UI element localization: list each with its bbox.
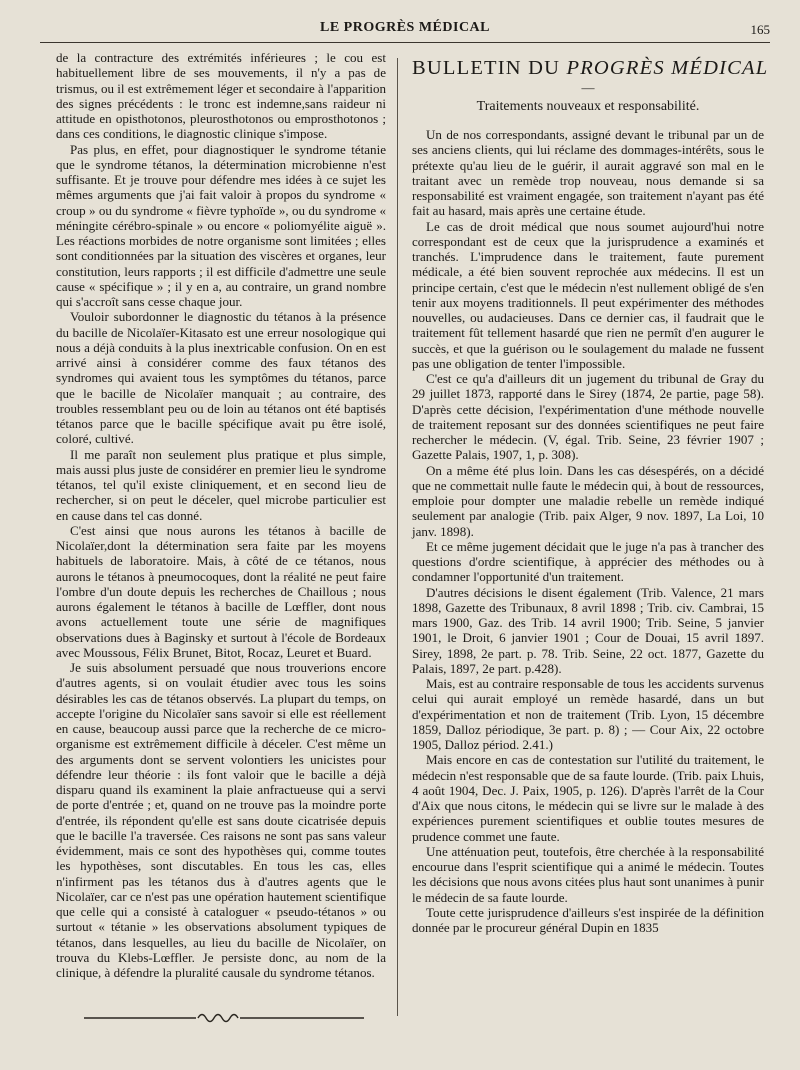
running-head <box>40 18 770 43</box>
page-number: 165 <box>750 22 770 37</box>
paragraph: Il me paraît non seulement plus pratique et plus simple, mais aussi plus juste de considérer en premier lieu le syndrome tétanos, tel qu'il existe cliniquement, et en second lieu de rechercher, si on peut le déceler, quel microbe particulier est en cause dans tel cas donné. <box>56 446 386 523</box>
paragraph: Toute cette jurisprudence d'ailleurs s'est inspirée de la définition donnée par le procureur général Dupin en 1835 <box>412 904 764 935</box>
paragraph: de la contracture des extrémités inférieures ; le cou est habituellement libre de ses mouvements, il n'y a pas de trismus, ou il est extrêmement léger et secondaire à l'apparition des signes précédents : le tronc est indemne,sans raideur ni attitude en opisthotonos, pleurosthotonos ou emprosthotonos ; dans ces conditions, le diagnostic clinique s'impose. <box>56 50 386 142</box>
bulletin-heading-plain: BULLETIN DU <box>412 57 567 79</box>
paragraph: Et ce même jugement décidait que le juge n'a pas à trancher des questions d'ordre scientifique, à apprécier des méthodes ou à condamner l'opportunité d'un traitement. <box>412 538 764 585</box>
bulletin-heading-italic: PROGRÈS MÉDICAL <box>566 57 769 79</box>
paragraph: On a même été plus loin. Dans les cas désespérés, on a décidé que ne commettait nulle faute le médecin qui, à bout de ressources, emploie pour dompter une maladie rebelle un remède indiqué seulement par analogie (Trib. paix Alger, 9 nov. 1897, La Loi, 10 janv. 1898). <box>412 462 764 539</box>
article-title: Traitements nouveaux et responsabilité. <box>476 99 700 114</box>
journal-title: LE PROGRÈS MÉDICAL <box>319 20 491 35</box>
heading-dash: — <box>581 80 595 95</box>
bulletin-heading <box>412 56 769 80</box>
paragraph: D'autres décisions le disent également (Trib. Valence, 21 mars 1898, Gazette des Tribunaux, 8 avril 1898 ; Trib. civ. Cambrai, 15 mars 1900, Gaz. des Trib. 14 avril 1900; Trib. Seine, 5 janvier 1901, le Droit, 6 janvier 1901 ; Cour de Douai, 15 avril 1897. Sirey, 1898, 2e part. p. 78. Trib. Seine, 22 oct. 1877, Gazette du Palais, 1897, 2e part. p.428). <box>412 584 764 676</box>
paragraph: Mais encore en cas de contestation sur l'utilité du traitement, le médecin n'est responsable que de sa faute lourde. (Trib. paix Lhuis, 4 août 1904, Dec. J. Paix, 1905, p. 126). D'après l'arrêt de la Cour d'Aix que nous citons, le médecin qui se livre sur le malade à des expériences purement scientifiques et oublie toutes mesures de prudence commet une faute. <box>412 752 764 844</box>
paragraph: Un de nos correspondants, assigné devant le tribunal par un de ses anciens clients, qui lui réclame des dommages-intérêts, sous le prétexte qu'au lieu de le guérir, il aurait aggravé son mal en le traitant avec un remède trop nouveau, nous demande si sa responsabilité est vraiment engagée, son traitement n'ayant pas été fait au hasard, mais après une certaine étude. <box>412 127 764 219</box>
paragraph: Le cas de droit médical que nous soumet aujourd'hui notre correspondant est de ceux que la jurisprudence a examinés et tranchés. L'imprudence dans le traitement, faute purement médicale, a été bien souvent reprochée aux médecins. Il est un principe certain, c'est que le médecin n'est nullement obligé de s'en tenir aux moyens traditionnels. Il peut expérimenter des méthodes nouvelles, ou audacieuses. Dans ce dernier cas, il faudrait que le traitement fût tellement hasardé que rien ne permît d'en augurer le succès, et que la guérison ou le soulagement du malade ne fussent pas une obligation de tenter l'impossible. <box>412 218 764 371</box>
paragraph: C'est ainsi que nous aurons les tétanos à bacille de Nicolaïer,dont la détermination sera faite par les moyens habituels de laboratoire. Mais, à côté de ce tétanos, nous aurons le tétanos à pneumocoques, dont la réalité ne peut faire l'ombre d'un doute depuis les recherches de Chaillous ; nous aurons également le tétanos à bacille de Lœffler, dont nous avons actuellement toute une série de magnifiques observations dues à Baginsky et surtout à l'école de Bordeaux avec Moussous, Félix Brunet, Bitot, Rocaz, Leuret et Buard. <box>56 522 386 660</box>
paragraph: Mais, est au contraire responsable de tous les accidents survenus celui qui aurait employé un remède hasardé, dans un but d'expérimentation et non de traitement (Trib. Lyon, 15 décembre 1859, Dalloz périodique, 3e part. p. 8) ; — Cour Aix, 22 octobre 1905, Dalloz périod. 2.41.) <box>412 676 764 752</box>
paragraph: Je suis absolument persuadé que nous trouverions encore d'autres agents, si on voulait étudier avec tous les soins désirables les cas de tétanos observés. La plupart du temps, on accepte l'origine du Nicolaïer sans savoir si elle est réellement en cause, beaucoup aussi parce que la recherche de ce micro-organisme est extrêmement difficile à déceler. C'est même un des arguments dont se servent volontiers les unicistes pour défendre leur théorie : ils font valoir que le bacille a déjà disparu quand ils examinent la plaie anfractueuse qui a servi de porte d'entrée ; et, quand on ne trouve pas la moindre porte d'entrée, ils répondent qu'elle est sans doute cicatrisée depuis que le bacille l'a traversée. Ces raisons ne sont pas sans valeur évidemment, mais ce sont des hypothèses qui, comme toutes les hypothèses, sont discutables. En tous les cas, elles n'infirment pas les tétanos dus à d'autres agents que le Nicolaïer, car ce n'est pas une opération hautement scientifique que celle qui a consisté à cataloguer « pseudo-tétanos » ou surtout « tétanie » les observations absolument typiques de tétanos, dans lesquelles, au lieu du bacille de Nicolaïer, on trouva du Klebs-Lœffler. Je persiste donc, au nom de la clinique, à défendre la pluralité causale du syndrome tétanos. <box>56 660 386 980</box>
paragraph: Pas plus, en effet, pour diagnostiquer le syndrome tétanie que le syndrome tétanos, la détermination microbienne n'est suffisante. Et je trouve pour défendre mes idées à ce sujet les mêmes arguments que j'ai fait valoir à propos du syndrome « croup » ou du syndrome « fièvre typhoïde », ou du syndrome « méningite cérébro-spinale » ou encore « poliomyélite aiguë ». Les réactions morbides de notre organisme sont limitées ; elles sont conditionnées par la situation des viscères et organes, leur constitution, leurs rapports ; il est difficile d'admettre une seule cause « spécifique » ; il y en a, au contraire, un grand nombre qui s'accroît sans cesse chaque jour. <box>56 141 386 309</box>
left-column <box>56 50 386 980</box>
paragraph: C'est ce qu'a d'ailleurs dit un jugement du tribunal de Gray du 29 juillet 1873, rapporté dans le Sirey (1874, 2e partie, page 58). D'après cette décision, l'expérimentation d'une méthode nouvelle de traitement reposant sur des données scientifiques ne peut faire rechercher le médecin. (V, égal. Trib. Seine, 23 février 1907 ; Gazette Palais, 1907, 1, p. 308). <box>412 371 764 463</box>
paragraph: Une atténuation peut, toutefois, être cherchée à la responsabilité encourue dans l'esprit scientifique qui a animé le médecin. Toutes les décisions que nous avons citées plus haut sont unanimes à punir le médecin de sa faute lourde. <box>412 843 764 905</box>
paragraph: Vouloir subordonner le diagnostic du tétanos à la présence du bacille de Nicolaïer-Kitasato est une erreur nosologique qui nous a déjà conduits à la plus inextricable confusion. On en est arrivé ainsi à considérer comme des faux tétanos des syndromes qui avaient tous les symptômes du tétanos, parce que le bacille de Nicolaïer manquait ; au contraire, des troubles ressemblant peu ou de loin au tétanos ont été baptisés tétanos parce que le bacille spécifique avait pu être isolé, coloré, cultivé. <box>56 309 386 447</box>
column-divider <box>397 58 398 1016</box>
article-end-ornament <box>84 1008 364 1028</box>
right-column <box>412 50 769 935</box>
